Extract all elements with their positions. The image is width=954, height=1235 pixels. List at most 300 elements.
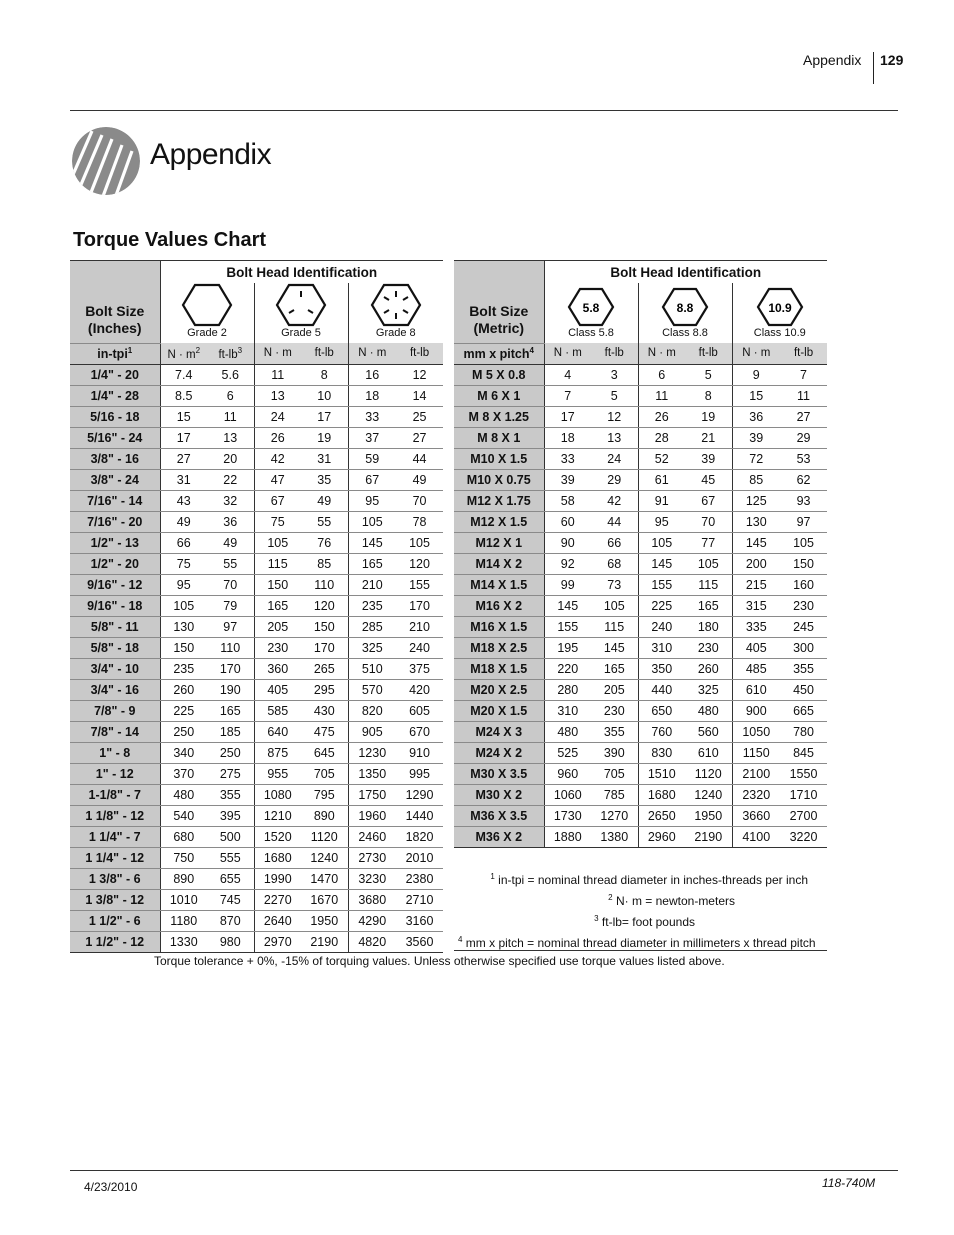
bolt-size-cell: 7/16" - 14 [70,490,160,511]
header-section: Appendix [803,52,862,68]
torque-value-cell: 405 [732,637,780,658]
torque-value-cell: 5.6 [207,364,254,385]
torque-value-cell: 750 [160,847,207,868]
torque-value-cell: 13 [254,385,301,406]
bolt-size-cell: M10 X 1.5 [454,448,544,469]
unit-header: ft-lb [780,343,827,364]
torque-value-cell: 1240 [301,847,348,868]
torque-value-cell: 11 [207,406,254,427]
inch-table-row [70,427,443,448]
torque-value-cell: 52 [638,448,685,469]
torque-value-cell: 3680 [348,889,396,910]
torque-value-cell: 1050 [732,721,780,742]
torque-value-cell: 105 [685,553,732,574]
torque-value-cell: 7 [780,364,827,385]
torque-value-cell: 560 [685,721,732,742]
torque-value-cell: 1350 [348,763,396,784]
metric-table-row [454,616,827,637]
torque-value-cell: 760 [638,721,685,742]
torque-value-cell: 2970 [254,931,301,952]
bolt-size-cell: 3/4" - 16 [70,679,160,700]
torque-value-cell: 4820 [348,931,396,952]
torque-value-cell: 1950 [301,910,348,931]
in-tpi-header: in-tpi$^1$ [70,343,160,364]
torque-value-cell: 36 [207,511,254,532]
torque-value-cell: 905 [348,721,396,742]
torque-value-cell: 845 [780,742,827,763]
torque-value-cell: 610 [685,742,732,763]
torque-value-cell: 205 [254,616,301,637]
torque-value-cell: 42 [254,448,301,469]
inch-table-row [70,595,443,616]
inch-table-row [70,364,443,385]
torque-value-cell: 230 [685,637,732,658]
torque-value-cell: 995 [396,763,443,784]
torque-value-cell: 555 [207,847,254,868]
torque-value-cell: 75 [254,511,301,532]
torque-value-cell: 705 [301,763,348,784]
torque-value-cell: 1290 [396,784,443,805]
torque-value-cell: 19 [685,406,732,427]
torque-value-cell: 980 [207,931,254,952]
inch-table-row [70,637,443,658]
torque-value-cell: 75 [160,553,207,574]
torque-value-cell: 540 [160,805,207,826]
torque-value-cell: 26 [254,427,301,448]
torque-value-cell: 19 [301,427,348,448]
metric-table-row [454,364,827,385]
torque-value-cell: 3560 [396,931,443,952]
torque-value-cell: 60 [544,511,591,532]
torque-value-cell: 8.5 [160,385,207,406]
inch-table-row [70,616,443,637]
torque-value-cell: 115 [254,553,301,574]
bolt-size-cell: M36 X 3.5 [454,805,544,826]
torque-value-cell: 150 [301,616,348,637]
bolt-size-cell: 1/2" - 13 [70,532,160,553]
bolt-size-cell: M 6 X 1 [454,385,544,406]
torque-value-cell: 39 [685,448,732,469]
bolt-size-cell: M36 X 2 [454,826,544,847]
torque-value-cell: 45 [685,469,732,490]
inch-table-row [70,532,443,553]
inch-table-row [70,721,443,742]
inch-table-row [70,763,443,784]
torque-value-cell: 1710 [780,784,827,805]
torque-value-cell: 2010 [396,847,443,868]
torque-value-cell: 105 [348,511,396,532]
metric-table-row [454,448,827,469]
torque-value-cell: 225 [638,595,685,616]
class-5-8-mark: 5.8 [582,301,600,315]
unit-header: $ft-lb^3$ [207,343,254,364]
metric-table-row [454,637,827,658]
torque-value-cell: 95 [160,574,207,595]
torque-value-cell: 230 [254,637,301,658]
torque-value-cell: 49 [160,511,207,532]
torque-value-cell: 210 [396,616,443,637]
page-number: 129 [880,52,904,68]
torque-value-cell: 26 [638,406,685,427]
torque-value-cell: 3660 [732,805,780,826]
metric-table-row [454,406,827,427]
torque-value-cell: 890 [160,868,207,889]
torque-value-cell: 79 [207,595,254,616]
bolt-size-cell: M20 X 2.5 [454,679,544,700]
torque-value-cell: 395 [207,805,254,826]
unit-header: ft-lb [301,343,348,364]
header-divider [873,52,874,84]
torque-value-cell: 165 [685,595,732,616]
torque-value-cell: 265 [301,658,348,679]
bolt-size-cell: 1/2" - 20 [70,553,160,574]
torque-value-cell: 440 [638,679,685,700]
torque-value-cell: 2650 [638,805,685,826]
torque-value-cell: 165 [254,595,301,616]
torque-value-cell: 24 [254,406,301,427]
torque-value-cell: 9 [732,364,780,385]
torque-value-cell: 7 [544,385,591,406]
torque-value-cell: 67 [254,490,301,511]
torque-value-cell: 90 [544,532,591,553]
metric-bolt-head-id-header: Bolt Head Identification [544,261,827,284]
torque-value-cell: 18 [544,427,591,448]
torque-value-cell: 245 [780,616,827,637]
torque-value-cell: 275 [207,763,254,784]
torque-value-cell: 1680 [638,784,685,805]
torque-value-cell: 450 [780,679,827,700]
torque-value-cell: 150 [160,637,207,658]
torque-value-cell: 655 [207,868,254,889]
class-5-8-hex-icon [565,287,617,327]
torque-value-cell: 17 [544,406,591,427]
grade-2-cell: Grade 2 [160,283,254,343]
torque-value-cell: 105 [254,532,301,553]
torque-value-cell: 165 [591,658,638,679]
torque-value-cell: 3230 [348,868,396,889]
torque-value-cell: 2640 [254,910,301,931]
torque-value-cell: 18 [348,385,396,406]
footer-rule [70,1170,898,1171]
bolt-size-cell: 1/4" - 28 [70,385,160,406]
torque-value-cell: 49 [301,490,348,511]
torque-value-cell: 585 [254,700,301,721]
torque-value-cell: 240 [638,616,685,637]
torque-value-cell: 295 [301,679,348,700]
torque-value-cell: 3220 [780,826,827,847]
torque-value-cell: 1670 [301,889,348,910]
torque-value-cell: 155 [544,616,591,637]
torque-value-cell: 1730 [544,805,591,826]
torque-value-cell: 35 [301,469,348,490]
appendix-logo-icon [70,125,142,197]
metric-table-row [454,385,827,406]
bolt-size-cell: M18 X 1.5 [454,658,544,679]
torque-value-cell: 1150 [732,742,780,763]
torque-value-cell: 960 [544,763,591,784]
torque-value-cell: 11 [254,364,301,385]
class-8-8-mark: 8.8 [676,301,694,315]
bolt-size-cell: 9/16" - 12 [70,574,160,595]
grade-8-hex-icon [370,283,422,327]
torque-value-cell: 155 [396,574,443,595]
torque-value-cell: 97 [207,616,254,637]
torque-value-cell: 2100 [732,763,780,784]
torque-value-cell: 1880 [544,826,591,847]
metric-table-row [454,805,827,826]
torque-value-cell: 195 [544,637,591,658]
torque-value-cell: 92 [544,553,591,574]
torque-value-cell: 300 [780,637,827,658]
inch-table-row [70,805,443,826]
torque-value-cell: 59 [348,448,396,469]
torque-value-cell: 13 [207,427,254,448]
bolt-size-cell: 1 1/4" - 7 [70,826,160,847]
torque-value-cell: 280 [544,679,591,700]
bolt-size-cell: 1 3/8" - 6 [70,868,160,889]
bolt-size-cell: M10 X 0.75 [454,469,544,490]
torque-value-cell: 640 [254,721,301,742]
torque-value-cell: 160 [780,574,827,595]
torque-value-cell: 170 [207,658,254,679]
metric-table-row [454,679,827,700]
torque-value-cell: 4 [544,364,591,385]
torque-value-cell: 110 [301,574,348,595]
torque-value-cell: 665 [780,700,827,721]
torque-value-cell: 485 [732,658,780,679]
footnote-3: $^3$ ft-lb= foot pounds [594,914,695,929]
torque-value-cell: 360 [254,658,301,679]
torque-value-cell: 28 [638,427,685,448]
torque-value-cell: 95 [638,511,685,532]
metric-table-row [454,784,827,805]
torque-value-cell: 670 [396,721,443,742]
torque-value-cell: 1240 [685,784,732,805]
torque-value-cell: 2380 [396,868,443,889]
torque-value-cell: 430 [301,700,348,721]
torque-value-cell: 350 [638,658,685,679]
grade-5-hex-icon [275,283,327,327]
unit-header: $N \cdot m^2$ [160,343,207,364]
torque-value-cell: 645 [301,742,348,763]
torque-value-cell: 6 [638,364,685,385]
torque-value-cell: 22 [207,469,254,490]
torque-value-cell: 170 [301,637,348,658]
torque-value-cell: 500 [207,826,254,847]
torque-value-cell: 72 [732,448,780,469]
torque-value-cell: 310 [544,700,591,721]
torque-value-cell: 14 [396,385,443,406]
inch-table-row [70,511,443,532]
torque-value-cell: 24 [591,448,638,469]
class-10-9-mark: 10.9 [768,301,792,315]
inch-table-row [70,385,443,406]
torque-value-cell: 62 [780,469,827,490]
torque-value-cell: 870 [207,910,254,931]
torque-value-cell: 97 [780,511,827,532]
torque-value-cell: 315 [732,595,780,616]
torque-value-cell: 900 [732,700,780,721]
torque-value-cell: 155 [638,574,685,595]
unit-header: ft-lb [591,343,638,364]
torque-value-cell: 375 [396,658,443,679]
torque-value-cell: 5 [685,364,732,385]
torque-value-cell: 31 [160,469,207,490]
torque-value-cell: 1230 [348,742,396,763]
grade-5-cell: Grade 5 [254,283,348,343]
unit-header: N · m [348,343,396,364]
torque-value-cell: 705 [591,763,638,784]
grade-8-cell: Grade 8 [348,283,443,343]
torque-value-cell: 11 [638,385,685,406]
bolt-size-cell: M16 X 2 [454,595,544,616]
footnote-2: $^2$ N· m = newton-meters [608,893,735,908]
torque-value-cell: 1750 [348,784,396,805]
torque-value-cell: 10 [301,385,348,406]
torque-value-cell: 150 [254,574,301,595]
torque-value-cell: 105 [396,532,443,553]
torque-value-cell: 1470 [301,868,348,889]
bolt-size-cell: 5/8" - 11 [70,616,160,637]
torque-value-cell: 605 [396,700,443,721]
torque-value-cell: 390 [591,742,638,763]
torque-value-cell: 125 [732,490,780,511]
inch-table-body [70,364,443,952]
inch-table-row [70,490,443,511]
bolt-size-cell: 3/4" - 10 [70,658,160,679]
metric-table-row [454,595,827,616]
torque-value-cell: 3160 [396,910,443,931]
torque-value-cell: 570 [348,679,396,700]
torque-value-cell: 110 [207,637,254,658]
inch-table-row [70,889,443,910]
inch-table-row [70,700,443,721]
torque-value-cell: 180 [685,616,732,637]
torque-value-cell: 230 [780,595,827,616]
inch-table-row [70,469,443,490]
torque-value-cell: 1380 [591,826,638,847]
torque-value-cell: 2270 [254,889,301,910]
inch-table-row [70,868,443,889]
torque-value-cell: 1550 [780,763,827,784]
torque-value-cell: 55 [207,553,254,574]
torque-value-cell: 33 [544,448,591,469]
torque-value-cell: 145 [591,637,638,658]
torque-value-cell: 16 [348,364,396,385]
bolt-size-cell: 5/8" - 18 [70,637,160,658]
torque-value-cell: 15 [160,406,207,427]
torque-value-cell: 15 [732,385,780,406]
torque-value-cell: 95 [348,490,396,511]
torque-value-cell: 6 [207,385,254,406]
torque-value-cell: 340 [160,742,207,763]
torque-value-cell: 11 [780,385,827,406]
unit-header: N · m [638,343,685,364]
torque-value-cell: 1120 [685,763,732,784]
torque-value-cell: 220 [544,658,591,679]
bolt-size-cell: M20 X 1.5 [454,700,544,721]
bolt-size-cell: 1" - 8 [70,742,160,763]
metric-table-row [454,574,827,595]
metric-table-row [454,826,827,847]
inch-table-row [70,826,443,847]
torque-value-cell: 91 [638,490,685,511]
torque-value-cell: 32 [207,490,254,511]
torque-value-cell: 49 [396,469,443,490]
torque-value-cell: 145 [732,532,780,553]
torque-value-cell: 335 [732,616,780,637]
class-8-8-cell: 8.8 Class 8.8 [638,283,732,343]
torque-value-cell: 325 [685,679,732,700]
torque-value-cell: 85 [301,553,348,574]
bolt-size-cell: M12 X 1.5 [454,511,544,532]
grade-2-hex-icon [181,283,233,327]
torque-value-cell: 650 [638,700,685,721]
bolt-size-cell: M16 X 1.5 [454,616,544,637]
footer-doc-number: 118-740M [822,1176,876,1190]
torque-value-cell: 780 [780,721,827,742]
unit-header: N · m [544,343,591,364]
class-10-9-hex-icon [754,287,806,327]
torque-value-cell: 20 [207,448,254,469]
torque-value-cell: 27 [780,406,827,427]
bolt-size-cell: M18 X 2.5 [454,637,544,658]
torque-value-cell: 68 [591,553,638,574]
torque-value-cell: 66 [160,532,207,553]
torque-value-cell: 58 [544,490,591,511]
torque-value-cell: 17 [301,406,348,427]
torque-value-cell: 8 [301,364,348,385]
bolt-size-cell: 7/8" - 14 [70,721,160,742]
torque-value-cell: 105 [591,595,638,616]
inch-table-row [70,742,443,763]
bolt-size-cell: 1 1/8" - 12 [70,805,160,826]
torque-value-cell: 250 [207,742,254,763]
torque-value-cell: 355 [780,658,827,679]
unit-header: N · m [254,343,301,364]
torque-value-cell: 240 [396,637,443,658]
torque-value-cell: 2460 [348,826,396,847]
torque-value-cell: 7.4 [160,364,207,385]
torque-value-cell: 130 [160,616,207,637]
torque-value-cell: 8 [685,385,732,406]
torque-value-cell: 745 [207,889,254,910]
torque-value-cell: 49 [207,532,254,553]
inch-table-row [70,658,443,679]
torque-value-cell: 215 [732,574,780,595]
inch-table-row [70,847,443,868]
metric-table-row [454,742,827,763]
torque-value-cell: 200 [732,553,780,574]
torque-value-cell: 36 [732,406,780,427]
bolt-size-cell: M 8 X 1.25 [454,406,544,427]
torque-value-cell: 4100 [732,826,780,847]
torque-value-cell: 145 [638,553,685,574]
torque-value-cell: 1120 [301,826,348,847]
torque-value-cell: 480 [685,700,732,721]
bolt-size-cell: M12 X 1.75 [454,490,544,511]
torque-value-cell: 70 [685,511,732,532]
bolt-size-cell: M12 X 1 [454,532,544,553]
torque-value-cell: 830 [638,742,685,763]
torque-value-cell: 76 [301,532,348,553]
inch-table-row [70,574,443,595]
torque-value-cell: 115 [685,574,732,595]
inch-table-row [70,910,443,931]
torque-value-cell: 2320 [732,784,780,805]
metric-table-row [454,490,827,511]
metric-bolt-size-header: Bolt Size (Metric) [454,261,544,344]
